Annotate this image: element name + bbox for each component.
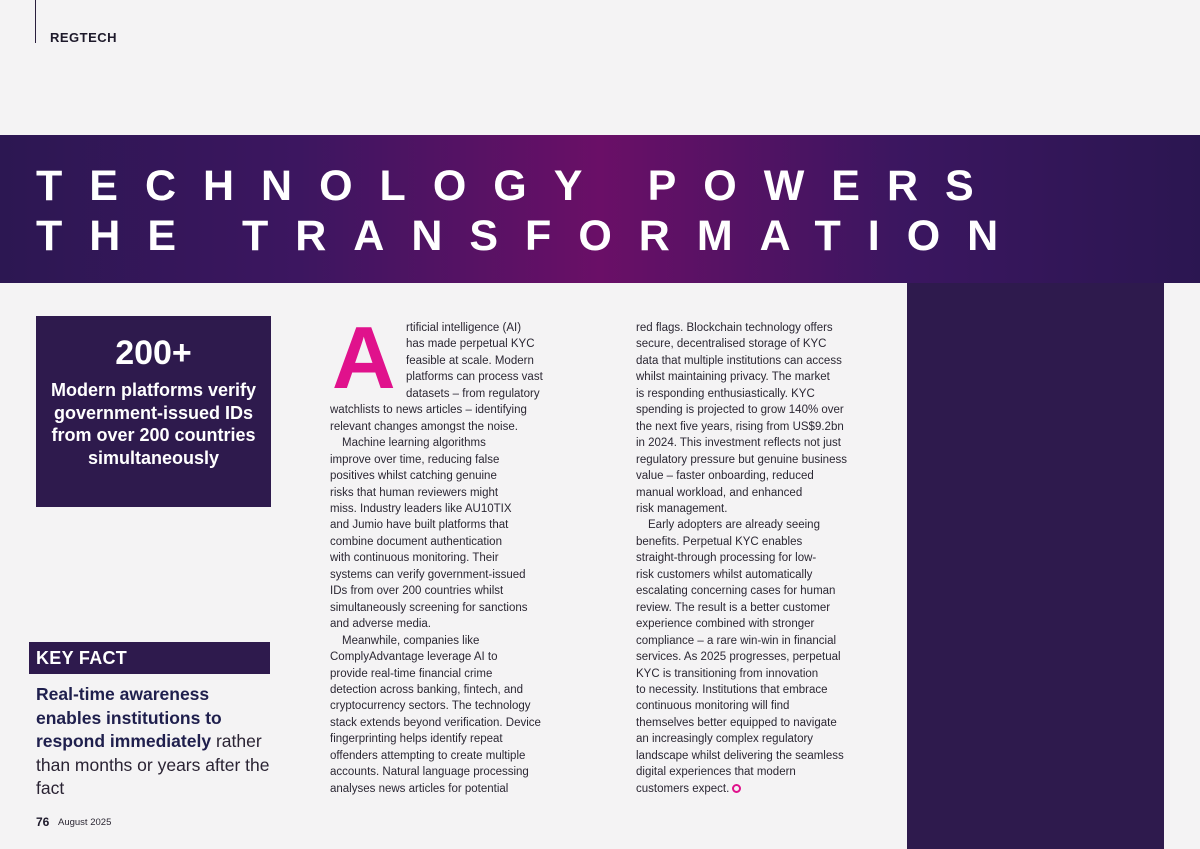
article-line: feasible at scale. Modern bbox=[406, 354, 534, 367]
page-number: 76 bbox=[36, 815, 50, 829]
article-line: compliance – a rare win-win in financial bbox=[636, 634, 837, 647]
article-line: rtificial intelligence (AI) bbox=[406, 322, 522, 334]
stat-number: 200+ bbox=[115, 334, 192, 372]
article-line: continuous monitoring will find bbox=[636, 700, 790, 713]
end-mark-icon bbox=[732, 784, 741, 793]
article-line: analyses news articles for potential bbox=[330, 782, 509, 795]
article-line: and Jumio have built platforms that bbox=[330, 519, 509, 532]
article-line: accounts. Natural language processing bbox=[330, 766, 529, 779]
article-line: benefits. Perpetual KYC enables bbox=[636, 535, 803, 548]
article-line: customers expect. bbox=[636, 782, 730, 795]
article-line: is responding enthusiastically. KYC bbox=[636, 387, 815, 400]
article-line: review. The result is a better customer bbox=[636, 601, 831, 614]
article-line: offenders attempting to create multiple bbox=[330, 749, 526, 762]
article-line: experience combined with stronger bbox=[636, 618, 815, 631]
article-line: risks that human reviewers might bbox=[330, 486, 499, 499]
article-line: KYC is transitioning from innovation bbox=[636, 667, 819, 680]
article-line: platforms can process vast bbox=[406, 371, 543, 384]
drop-cap: A bbox=[332, 308, 396, 407]
article-line: fingerprinting helps identify repeat bbox=[330, 733, 503, 746]
article-line: secure, decentralised storage of KYC bbox=[636, 338, 827, 351]
headline-line-1: TECHNOLOGY POWERS bbox=[36, 162, 1001, 210]
article-line: watchlists to news articles – identifying bbox=[330, 404, 527, 417]
article-line: spending is projected to grow 140% over bbox=[636, 404, 844, 417]
article-line: data that multiple institutions can access bbox=[636, 354, 842, 367]
article-line: miss. Industry leaders like AU10TIX bbox=[330, 502, 512, 515]
side-panel bbox=[907, 283, 1164, 849]
article-column-2 bbox=[636, 320, 876, 797]
article-line: in 2024. This investment reflects not just bbox=[636, 437, 841, 450]
article-line: provide real-time financial crime bbox=[330, 667, 493, 680]
article-line: detection across banking, fintech, and bbox=[330, 683, 524, 696]
article-line: value – faster onboarding, reduced bbox=[636, 470, 814, 483]
article-line: risk customers whilst automatically bbox=[636, 568, 813, 581]
article-line: simultaneously screening for sanctions bbox=[330, 601, 528, 614]
key-fact-label: KEY FACT bbox=[29, 642, 270, 674]
article-line: IDs from over 200 countries whilst bbox=[330, 585, 504, 598]
key-fact-text bbox=[36, 683, 271, 801]
article-line: positives whilst catching genuine bbox=[330, 470, 497, 483]
article-line: has made perpetual KYC bbox=[406, 338, 535, 351]
article-line: Early adopters are already seeing bbox=[648, 519, 820, 532]
article-line: relevant changes amongst the noise. bbox=[330, 420, 518, 433]
article-line: escalating concerning cases for human bbox=[636, 585, 836, 598]
article-line: whilst maintaining privacy. The market bbox=[636, 371, 830, 384]
article-last-line bbox=[636, 781, 876, 797]
section-label: REGTECH bbox=[50, 30, 118, 45]
article-line: digital experiences that modern bbox=[636, 766, 796, 779]
article-line: straight-through processing for low- bbox=[636, 552, 817, 565]
article-line: manual workload, and enhanced bbox=[636, 486, 803, 499]
article-line: regulatory pressure but genuine business bbox=[636, 453, 847, 466]
article-line: with continuous monitoring. Their bbox=[330, 552, 499, 565]
article-line: and adverse media. bbox=[330, 618, 432, 631]
article-line: risk management. bbox=[636, 502, 728, 515]
article-line: red flags. Blockchain technology offers bbox=[636, 322, 833, 334]
key-fact-strong: Real-time awareness enables institutions to respond immediately bbox=[36, 684, 222, 751]
article-line: systems can verify government-issued bbox=[330, 568, 526, 581]
article-line: Meanwhile, companies like bbox=[342, 634, 480, 647]
article-line: Machine learning algorithms bbox=[342, 437, 486, 450]
article-line: ComplyAdvantage leverage AI to bbox=[330, 651, 498, 664]
stat-callout bbox=[36, 316, 271, 507]
issue-date: August 2025 bbox=[58, 817, 112, 828]
article-line: landscape whilst delivering the seamless bbox=[636, 749, 844, 762]
article-line: to necessity. Institutions that embrace bbox=[636, 683, 828, 696]
article-line: the next five years, rising from US$9.2bn bbox=[636, 420, 844, 433]
article-line: services. As 2025 progresses, perpetual bbox=[636, 651, 841, 664]
article-line: an increasingly complex regulatory bbox=[636, 733, 814, 746]
title-banner bbox=[0, 135, 1200, 283]
headline-line-2: THE TRANSFORMATION bbox=[36, 212, 1026, 260]
article-line: themselves better equipped to navigate bbox=[636, 716, 837, 729]
article-line: cryptocurrency sectors. The technology bbox=[330, 700, 531, 713]
article-line: combine document authentication bbox=[330, 535, 502, 548]
header-rule bbox=[35, 0, 36, 43]
key-fact-rest: rather than months or years after the fact bbox=[36, 731, 270, 798]
article-line: datasets – from regulatory bbox=[406, 387, 540, 400]
article-line: stack extends beyond verification. Device bbox=[330, 716, 541, 729]
article-line: improve over time, reducing false bbox=[330, 453, 500, 466]
article-column-1 bbox=[330, 308, 570, 797]
stat-description: Modern platforms verify government-issued IDs from over 200 countries simultaneously bbox=[50, 380, 257, 468]
